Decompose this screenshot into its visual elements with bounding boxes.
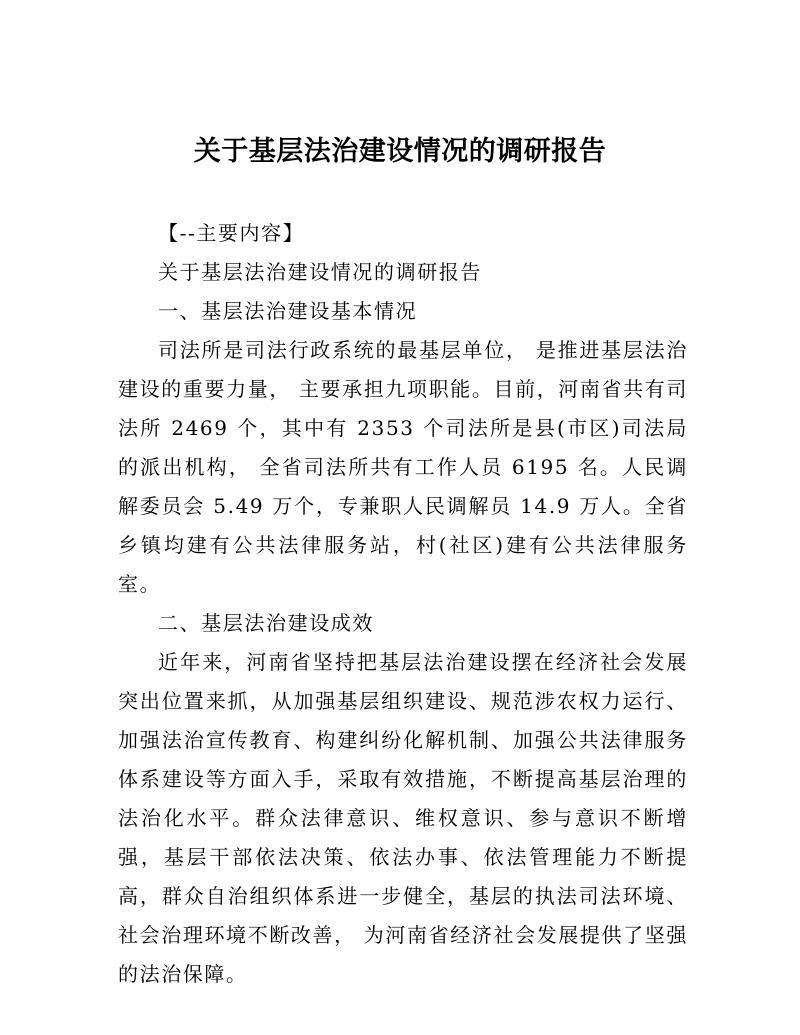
paragraph-basic-situation: 司法所是司法行政系统的最基层单位， 是推进基层法治建设的重要力量， 主要承担九项职能。目前，河南省共有司法所 2469 个，其中有 2353 个司法所是县(市区)司法局的派出机构， 全省司法所共有工作人员 6195 名。人民调解委员会 5.49 万个，专兼职人民调解员 14.9 万人。全省乡镇均建有公共法律服务站，村(社区)建有公共法律服务室。 (118, 338, 688, 596)
body-subtitle: 关于基层法治建设情况的调研报告 (158, 260, 482, 284)
section-label: 【--主要内容】 (158, 221, 305, 245)
section-heading-1: 一、基层法治建设基本情况 (158, 299, 418, 323)
document-body (118, 214, 688, 994)
document-title: 关于基层法治建设情况的调研报告 (193, 136, 607, 167)
paragraph-achievements: 近年来，河南省坚持把基层法治建设摆在经济社会发展突出位置来抓，从加强基层组织建设、规范涉农权力运行、加强法治宣传教育、构建纠纷化解机制、加强公共法律服务体系建设等方面入手，采取有效措施，不断提高基层治理的法治化水平。群众法律意识、维权意识、参与意识不断增强，基层干部依法决策、依法办事、依法管理能力不断提高，群众自治组织体系进一步健全，基层的执法司法环境、社会治理环境不断改善， 为河南省经济社会发展提供了坚强的法治保障。 (118, 650, 688, 986)
section-heading-2: 二、基层法治建设成效 (158, 611, 374, 635)
